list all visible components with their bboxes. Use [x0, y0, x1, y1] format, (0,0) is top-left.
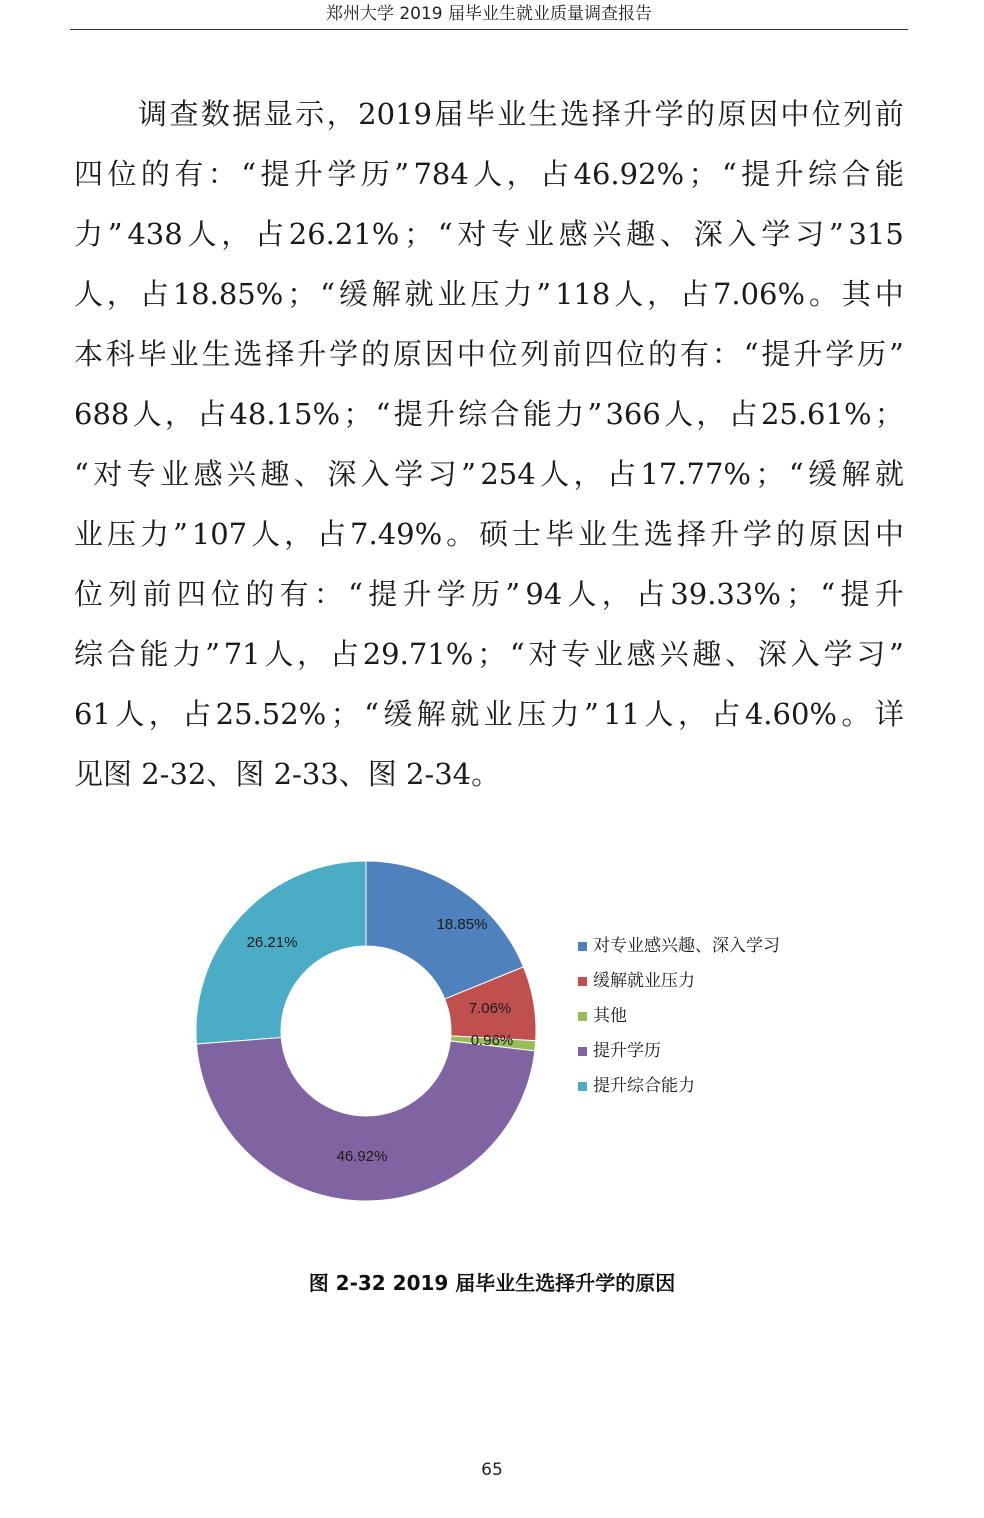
data-label-0: 18.85% — [436, 916, 488, 933]
slice-3 — [196, 1037, 534, 1201]
header-title: 郑州大学 2019 届毕业生就业质量调查报告 — [325, 4, 653, 24]
page-number: 65 — [481, 1460, 503, 1480]
paragraph-line: 综 合 能 力 ” 71 人 ， 占 29.71% ； “ 对 专 业 感 兴 趣 、 深 入 学 习 ” — [74, 637, 904, 671]
paragraph-line: 本 科 毕 业 生 选 择 升 学 的 原 因 中 位 列 前 四 位 的 有 ： “ 提 升 学 历 ” — [74, 337, 904, 371]
legend-label-1: 缓解就业压力 — [593, 971, 695, 991]
paragraph-line: 61 人 ， 占 25.52% ； “ 缓 解 就 业 压 力 ” 11 人 ， 占 4.60% 。 详 — [74, 697, 904, 731]
legend-label-4: 提升综合能力 — [593, 1076, 695, 1096]
paragraph-line: 位 列 前 四 位 的 有 ： “ 提 升 学 历 ” 94 人 ， 占 39.33% ； “ 提 升 — [74, 577, 904, 611]
paragraph-line: “ 对 专 业 感 兴 趣 、 深 入 学 习 ” 254 人 ， 占 17.77% ； “ 缓 解 就 — [74, 457, 904, 491]
data-label-2: 0.96% — [470, 1032, 514, 1049]
paragraph-line: 业 压 力 ” 107 人 ， 占 7.49% 。 硕 士 毕 业 生 选 择 升 学 的 原 因 中 — [74, 517, 904, 551]
data-label-1: 7.06% — [468, 1000, 512, 1017]
page-header — [70, 0, 908, 30]
paragraph-line: 688 人 ， 占 48.15% ； “ 提 升 综 合 能 力 ” 366 人 ， 占 25.61% ； — [74, 397, 904, 431]
chart-svg — [190, 855, 830, 1215]
legend-swatch-2 — [578, 1012, 587, 1021]
legend-label-0: 对专业感兴趣、深入学习 — [593, 936, 780, 956]
data-label-3: 46.92% — [336, 1148, 388, 1165]
doughnut-chart — [190, 855, 830, 1215]
slice-4 — [196, 861, 366, 1044]
paragraph-line: 四 位 的 有 ： “ 提 升 学 历 ” 784 人 ， 占 46.92% ； “ 提 升 综 合 能 — [74, 157, 904, 191]
legend-label-2: 其他 — [593, 1006, 627, 1026]
paragraph-line: 调 查 数 据 显 示 ， 2019 届 毕 业 生 选 择 升 学 的 原 因 中 位 列 前 — [138, 97, 904, 131]
figure-caption: 图 2-32 2019 届毕业生选择升学的原因 — [308, 1271, 676, 1295]
legend-swatch-3 — [578, 1047, 587, 1056]
data-label-4: 26.21% — [246, 934, 298, 951]
paragraph-line: 见图 2-32、图 2-33、图 2-34。 — [74, 757, 501, 791]
paragraph-line: 人 ， 占 18.85% ； “ 缓 解 就 业 压 力 ” 118 人 ， 占 7.06% 。 其 中 — [74, 277, 904, 311]
paragraph-line: 力 ” 438 人 ， 占 26.21% ； “ 对 专 业 感 兴 趣 、 深 入 学 习 ” 315 — [74, 217, 904, 251]
legend-label-3: 提升学历 — [593, 1041, 661, 1061]
legend-swatch-0 — [578, 942, 587, 951]
legend-swatch-4 — [578, 1082, 587, 1091]
body-paragraph — [74, 84, 904, 804]
legend-swatch-1 — [578, 977, 587, 986]
